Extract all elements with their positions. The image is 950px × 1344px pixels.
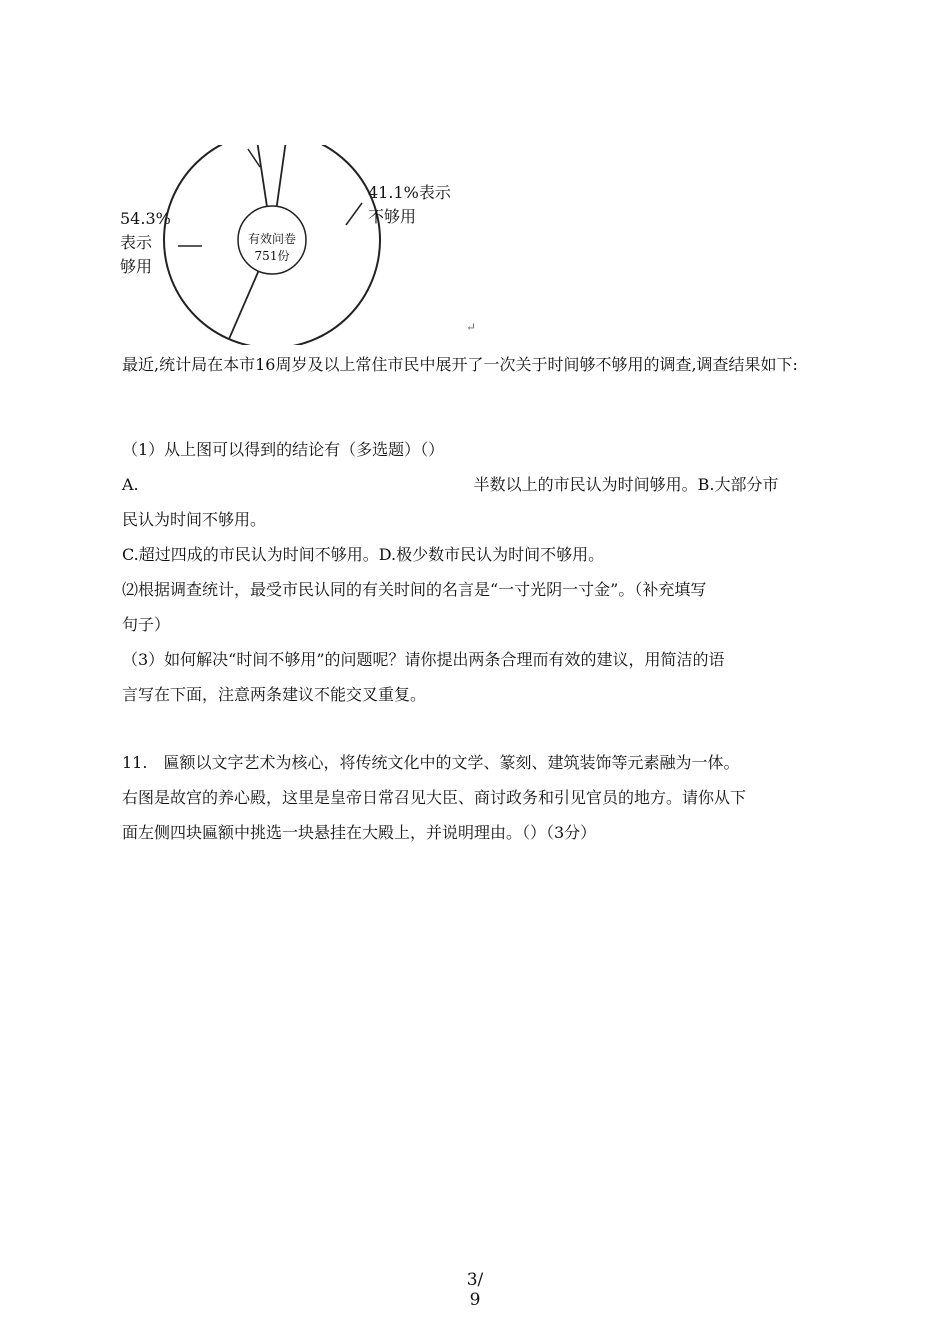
q1-option-a-continued: 民认为时间不够用。	[122, 510, 267, 529]
slice-label-enough-line2: 表示	[120, 233, 153, 252]
q2-line2: 句子）	[122, 615, 171, 634]
q1-option-a-text: 半数以上的市民认为时间够用。B.大部分市	[473, 475, 779, 494]
q3-line2: 言写在下面，注意两条建议不能交叉重复。	[122, 685, 427, 704]
q11-line2: 右图是故宫的养心殿，这里是皇帝日常召见大臣、商讨政务和引见官员的地方。请你从下	[122, 788, 747, 807]
slice-label-not-enough-line1: 41.1%表示	[368, 183, 451, 202]
page-number-line1: 3/	[466, 1270, 484, 1290]
q11-line1: 11. 匾额以文字艺术为核心，将传统文化中的文学、篆刻、建筑装饰等元素融为一体。	[122, 753, 740, 772]
slice-boundary-0	[277, 145, 287, 206]
slice-boundary-2	[256, 145, 267, 206]
q1-title: （1）从上图可以得到的结论有（多选题）（）	[122, 440, 445, 459]
page-number-line2: 9	[469, 1290, 481, 1310]
page-number	[0, 1270, 950, 1310]
q1-options-cd: C.超过四成的市民认为时间不够用。D.极少数市民认为时间不够用。	[122, 545, 605, 564]
slice-label-not-enough	[368, 181, 451, 229]
q11-line3: 面左侧四块匾额中挑选一块悬挂在大殿上，并说明理由。（）（3分）	[122, 823, 597, 842]
paragraph-return-mark: ↵	[466, 320, 477, 334]
pie-center-label-line2: 751份	[254, 249, 290, 263]
pie-center-label	[236, 231, 308, 265]
q1-option-a-label: A.	[122, 475, 139, 494]
q1-option-a-row	[122, 468, 827, 502]
intro-paragraph: 最近,统计局在本市16周岁及以上常住市民中展开了一次关于时间够不够用的调查,调查结果如下:	[122, 355, 798, 374]
slice-boundary-1	[229, 271, 258, 339]
slice-label-enough-line1: 54.3%	[120, 209, 171, 228]
slice-label-enough	[120, 207, 171, 279]
q3-line1: （3）如何解决“时间不够用”的问题呢？请你提出两条合理而有效的建议，用简洁的语	[122, 650, 725, 669]
slice-label-enough-line3: 够用	[120, 257, 153, 276]
slice-label-not-enough-line2: 不够用	[368, 207, 417, 226]
pie-center-label-line1: 有效问卷	[247, 232, 296, 246]
leader-line-not-enough	[346, 203, 362, 225]
q2-line1: ⑵根据调查统计，最受市民认同的有关时间的名言是“一寸光阴一寸金”。（补充填写	[122, 580, 707, 599]
survey-pie-chart	[110, 145, 490, 345]
